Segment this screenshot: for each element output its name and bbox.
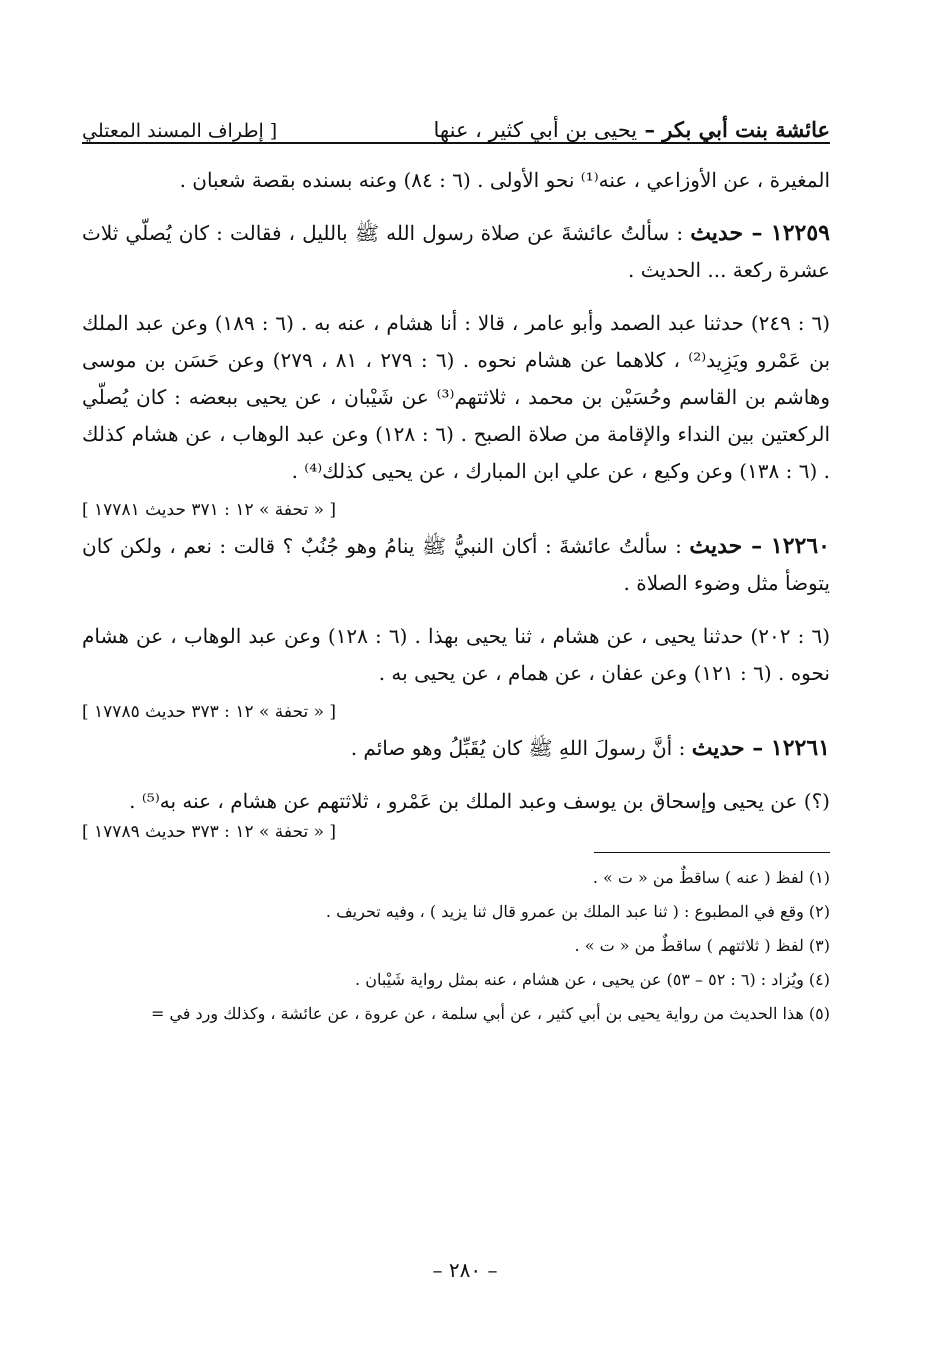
header-chapter-rest: يحيى بن أبي كثير ، عنها <box>433 118 638 142</box>
hadith-text: : سألتُ عائشةَ عن صلاة رسول الله ﷺ بالليل ، فقالت : كان يُصلّي ثلاث عشرة ركعة ... الحديث . <box>82 221 830 282</box>
running-header <box>82 100 830 144</box>
hadith-12260-isnad: (٦ : ٢٠٢) حدثنا يحيى ، عن هشام ، ثنا يحيى بهذا . (٦ : ١٢٨) وعن عبد الوهاب ، عن هشام نحوه . (٦ : ١٢١) وعن عفان ، عن همام ، عن يحيى به . <box>82 624 830 685</box>
hadith-12260-matn <box>82 528 830 602</box>
document-page <box>82 100 830 1031</box>
footnote-divider <box>594 852 830 853</box>
hadith-text: : سألتُ عائشةَ : أكان النبيُّ ﷺ ينامُ وهو جُنُبٌ ؟ قالت : نعم ، ولكن كان يتوضأ مثل وضوء الصلاة . <box>82 534 830 595</box>
intro-paragraph: المغيرة ، عن الأوزاعي ، عنه⁽¹⁾ نحو الأولى . (٦ : ٨٤) وعنه بسنده بقصة شعبان . <box>179 168 830 192</box>
hadith-number: ١٢٢٥٩ – حديث <box>690 220 830 246</box>
hadith-12261-isnad: (؟) عن يحيى وإسحاق بن يوسف وعبد الملك بن عَمْرو ، ثلاثتهم عن هشام ، عنه به⁽⁵⁾ . <box>129 789 830 813</box>
header-chapter <box>434 117 830 142</box>
hadith-12259-tuhfa-ref: [ « تحفة » ١٢ : ٣٧١ حديث ١٧٧٨١ ] <box>82 500 337 520</box>
hadith-12259-isnad: (٦ : ٢٤٩) حدثنا عبد الصمد وأبو عامر ، قالا : أنا هشام ، عنه به . (٦ : ١٨٩) وعن عبد الملك بن عَمْرو ويَزِيد⁽²⁾ ، كلاهما عن هشام نحوه . (٦ : ٢٧٩ ، ٨١ ، ٢٧٩) وعن حَسَن بن موسى وهاشم بن القاسم وحُسَيْن بن محمد ، ثلاثتهم⁽³⁾ عن شَيْبان ، عن يحيى ببعضه : كان يُصلّي الركعتين بين النداء والإقامة من صلاة الصبح . (٦ : ١٢٨) وعن عبد الوهاب ، عن هشام كذلك . (٦ : ١٣٨) وعن وكيع ، عن علي ابن المبارك ، عن يحيى كذلك⁽⁴⁾ . <box>82 311 831 483</box>
header-chapter-bold: عائشة بنت أبي بكر – <box>644 117 830 142</box>
hadith-12259-matn <box>82 215 830 289</box>
footnote-5: (٥) هذا الحديث من رواية يحيى بن أبي كثير ، عن أبي سلمة ، عن عروة ، عن عائشة ، وكذلك ورد في = <box>150 1004 830 1023</box>
hadith-12261-tuhfa-ref: [ « تحفة » ١٢ : ٣٧٣ حديث ١٧٧٨٩ ] <box>82 822 337 842</box>
footnote-2: (٢) وقع في المطبوع : ( ثنا عبد الملك بن عمرو قال ثنا يزيد ) ، وفيه تحريف . <box>325 902 830 921</box>
footnote-1: (١) لفظ ( عنه ) ساقطٌ من « ت » . <box>592 868 830 887</box>
hadith-text: : أنَّ رسولَ اللهِ ﷺ كان يُقَبِّلُ وهو صائم . <box>350 736 686 760</box>
page-number: – ٢٨٠ – <box>432 1258 498 1282</box>
header-book-title: [ إطراف المسند المعتلي <box>82 120 278 142</box>
footnotes <box>82 861 830 1031</box>
hadith-12260-tuhfa-ref: [ « تحفة » ١٢ : ٣٧٣ حديث ١٧٧٨٥ ] <box>82 702 337 722</box>
footnote-3: (٣) لفظ ( ثلاثتهم ) ساقطٌ من « ت » . <box>574 936 830 955</box>
hadith-number: ١٢٢٦١ – حديث <box>691 735 830 761</box>
hadith-12261-matn <box>82 730 830 767</box>
hadith-number: ١٢٢٦٠ – حديث <box>689 533 830 559</box>
footnote-4: (٤) ويُزاد : (٦ : ٥٢ – ٥٣) عن يحيى ، عن هشام ، عنه بمثل رواية شَيْبان . <box>355 970 830 989</box>
